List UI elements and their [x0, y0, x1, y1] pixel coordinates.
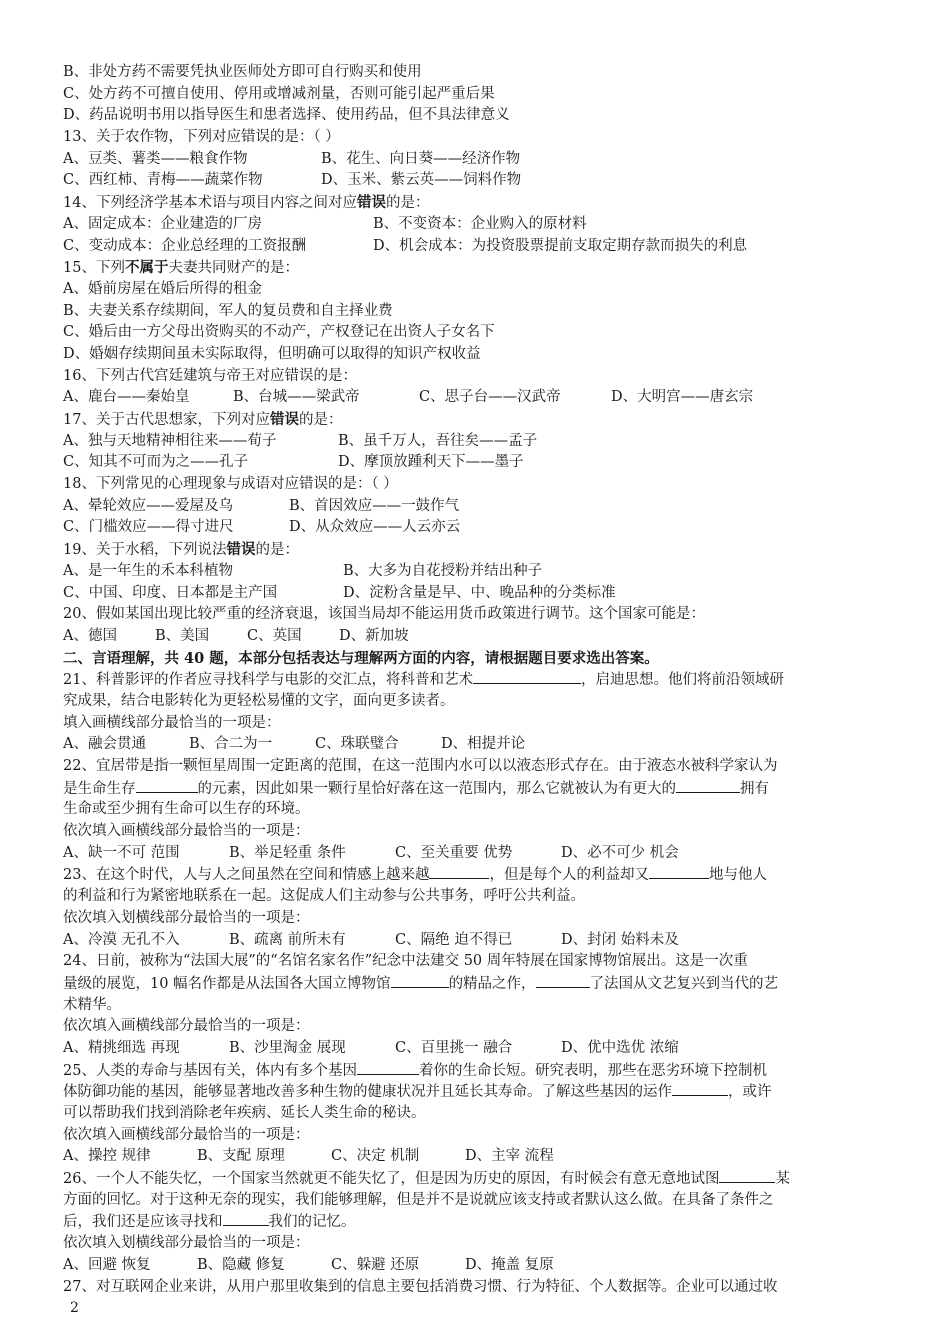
question-18: 18、下列常见的心理现象与成语对应错误的是：（ ）: [63, 476, 398, 493]
option-d: D、机会成本：为投资股票提前支取定期存款而损失的利息: [373, 237, 748, 254]
section-heading: 二、言语理解，共 40 题，本部分包括表达与理解两方面的内容，请根据题目要求选出答案。: [63, 649, 659, 667]
question-25: [63, 1060, 888, 1082]
question-19: [63, 539, 888, 561]
question-text: [63, 973, 888, 995]
options-row: [63, 734, 888, 756]
question-text: 的是：: [298, 412, 343, 428]
question-22: 22、宜居带是指一颗恒星周围一定距离的范围，在这一范围内水可以以液态形式存在。由于液态水被科学家认为: [63, 758, 778, 774]
option-a: A、固定成本：企业建造的厂房: [63, 215, 262, 232]
question-text: 生命或至少拥有生命可以生存的环境。: [63, 801, 310, 818]
emphasis-text: 错误: [226, 541, 256, 559]
option-b: B、疏离 前所未有: [229, 931, 346, 948]
option-d: D、掩盖 复原: [465, 1256, 554, 1273]
blank-line: [391, 973, 449, 988]
question-text: ，启迪思想。他们将前沿领域研: [580, 672, 784, 689]
question-text: 15、下列: [63, 260, 125, 277]
option-b: B、隐藏 修复: [197, 1256, 285, 1273]
question-15: [63, 257, 888, 279]
blank-line: [136, 778, 198, 793]
options-row: [63, 149, 888, 171]
document-body: [63, 62, 888, 1298]
option-b: B、台城——梁武帝: [233, 389, 360, 406]
question-text: 14、下列经济学基本术语与项目内容之间对应: [63, 195, 357, 212]
option-a: A、缺一不可 范围: [63, 844, 180, 861]
question-13: 13、关于农作物，下列对应错误的是：（ ）: [63, 129, 340, 146]
question-text: 量级的展览，10 幅名作都是从法国各大国立博物馆: [63, 975, 391, 992]
option-a: A、独与天地精神相往来——荀子: [63, 432, 277, 449]
options-row: [63, 1146, 888, 1168]
option-a: A、德国: [63, 627, 117, 644]
question-text: ，或许: [728, 1084, 772, 1101]
question-text: 后，我们还是应该寻找和: [63, 1214, 223, 1231]
option-b: B、虽千万人，吾往矣——孟子: [338, 432, 538, 449]
options-row: [63, 626, 888, 648]
question-text: 体防御功能的基因，能够显著地改善多种生物的健康状况并且延长其寿命。了解这些基因的运作: [63, 1084, 672, 1101]
page-number: 2: [70, 1300, 79, 1316]
instruction: 依次填入画横线部分最恰当的一项是：: [63, 1126, 310, 1143]
instruction: 依次填入划横线部分最恰当的一项是：: [63, 909, 310, 926]
option-d: D、主宰 流程: [465, 1148, 554, 1165]
option-c: C、隔绝 迫不得已: [395, 931, 513, 948]
option-b: B、沙里淘金 展现: [229, 1039, 346, 1056]
option-line: B、夫妻关系存续期间，军人的复员费和自主择业费: [63, 302, 393, 319]
question-14: [63, 192, 888, 214]
question-24: 24、日前，被称为“法国大展”的“名馆名家名作”纪念中法建交 50 周年特展在国家博物馆展出。这是一次重: [63, 953, 748, 970]
option-a: A、冷漠 无孔不入: [63, 931, 180, 948]
emphasis-text: 错误: [269, 411, 299, 428]
question-16: 16、下列古代宫廷建筑与帝王对应错误的是：: [63, 367, 357, 384]
option-c: C、变动成本：企业总经理的工资报酬: [63, 237, 307, 254]
option-c: C、中国、印度、日本都是主产国: [63, 584, 278, 601]
option-c: C、门槛效应——得寸进尺: [63, 519, 234, 536]
question-20: 20、假如某国出现比较严重的经济衰退，该国当局却不能运用货币政策进行调节。这个国家可能是：: [63, 606, 705, 623]
options-row: [63, 930, 888, 952]
option-a: A、鹿台——秦始皇: [63, 389, 190, 406]
option-a: A、豆类、薯类——粮食作物: [63, 150, 248, 167]
blank-line: [672, 1081, 728, 1096]
question-text: 25、人类的寿命与基因有关，体内有多个基因: [63, 1062, 357, 1079]
question-text: [63, 778, 888, 800]
question-23: [63, 864, 888, 886]
option-d: D、玉米、紫云英——饲料作物: [321, 172, 522, 189]
option-c: C、躲避 还原: [331, 1256, 420, 1273]
question-text: 21、科普影评的作者应寻找科学与电影的交汇点，将科普和艺术: [63, 672, 473, 689]
question-text: [63, 1211, 888, 1233]
option-d: D、相提并论: [441, 736, 526, 753]
instruction: 依次填入画横线部分最恰当的一项是：: [63, 823, 310, 840]
question-text: 拥有: [740, 780, 769, 797]
instruction: 依次填入画横线部分最恰当的一项是：: [63, 1018, 310, 1035]
question-26: [63, 1168, 888, 1190]
option-b: B、美国: [155, 627, 210, 644]
option-a: A、回避 恢复: [63, 1256, 151, 1273]
options-row: [63, 496, 888, 518]
instruction: 依次填入划横线部分最恰当的一项是：: [63, 1235, 310, 1252]
question-text: 方面的回忆。对于这种无奈的现实，我们能够理解，但是并不是说就应该支持或者默认这么做。在具备了条件之: [63, 1191, 774, 1208]
question-text: 我们的记忆。: [268, 1214, 356, 1231]
question-21: [63, 669, 888, 691]
option-b: B、首因效应——一鼓作气: [289, 497, 460, 514]
question-text: 某: [775, 1171, 790, 1188]
blank-line: [649, 864, 709, 879]
question-text: 23、在这个时代，人与人之间虽然在空间和情感上越来越: [63, 867, 430, 884]
question-27: 27、对互联网企业来讲，从用户那里收集到的信息主要包括消费习惯、行为特征、个人数据等。企业可以通过收: [63, 1278, 778, 1295]
option-c: C、思子台——汉武帝: [419, 389, 561, 406]
option-b: B、合二为一: [189, 736, 273, 753]
options-row: [63, 561, 888, 583]
question-text: 究成果，结合电影转化为更轻松易懂的文字，面向更多读者。: [63, 692, 455, 709]
option-a: A、操控 规律: [63, 1148, 151, 1165]
emphasis-text: 不属于: [124, 259, 169, 277]
question-text: 的精品之作，: [448, 975, 536, 992]
option-line: A、婚前房屋在婚后所得的租金: [63, 280, 262, 297]
option-c: C、知其不可而为之——孔子: [63, 454, 249, 471]
options-row: [63, 452, 888, 474]
option-d: D、摩顶放踵利天下——墨子: [338, 454, 524, 471]
blank-line: [473, 669, 581, 684]
option-a: A、精挑细选 再现: [63, 1039, 180, 1056]
options-row: [63, 517, 888, 539]
question-text: 可以帮助我们找到消除老年疾病、延长人类生命的秘诀。: [63, 1105, 426, 1121]
instruction: 填入画横线部分最恰当的一项是：: [63, 714, 281, 731]
option-c: C、珠联璧合: [315, 736, 399, 753]
question-text: 了法国从文艺复兴到当代的艺: [589, 975, 779, 992]
option-line: D、婚姻存续期间虽未实际取得，但明确可以取得的知识产权收益: [63, 345, 481, 362]
option-a: A、融会贯通: [63, 736, 146, 753]
blank-line: [357, 1060, 419, 1075]
question-text: 着你的生命长短。研究表明，那些在恶劣环境下控制机: [418, 1062, 767, 1079]
option-c: C、至关重要 优势: [395, 844, 513, 861]
question-17: [63, 409, 888, 431]
blank-line: [719, 1168, 775, 1183]
option-line: B、非处方药不需要凭执业医师处方即可自行购买和使用: [63, 64, 422, 80]
option-c: C、西红柿、青梅——蔬菜作物: [63, 172, 263, 189]
question-text: 的利益和行为紧密地联系在一起。这促成人们主动参与公共事务，呼吁公共利益。: [63, 888, 585, 905]
question-text: 夫妻共同财产的是：: [168, 260, 299, 277]
option-b: B、大多为自花授粉并结出种子: [343, 562, 543, 579]
question-text: 17、关于古代思想家，下列对应: [63, 412, 270, 428]
blank-line: [429, 864, 489, 879]
options-row: [63, 387, 888, 409]
option-b: B、不变资本：企业购入的原材料: [373, 215, 587, 232]
question-text: [63, 1081, 888, 1103]
option-b: B、支配 原理: [197, 1148, 285, 1165]
option-line: C、处方药不可擅自使用、停用或增减剂量，否则可能引起严重后果: [63, 85, 495, 102]
question-text: 19、关于水稻，下列说法: [63, 542, 227, 559]
option-d: D、从众效应——人云亦云: [289, 519, 461, 536]
option-d: D、封闭 始料未及: [561, 931, 679, 948]
question-text: 是生命生存: [63, 780, 136, 797]
options-row: [63, 1255, 888, 1277]
option-d: D、优中选优 浓缩: [561, 1039, 679, 1056]
blank-line: [676, 778, 740, 793]
option-b: B、举足轻重 条件: [229, 844, 346, 861]
question-text: 地与他人: [708, 867, 767, 884]
option-a: A、晕轮效应——爱屋及乌: [63, 497, 233, 514]
question-text: 26、一个人不能失忆，一个国家当然就更不能失忆了，但是因为历史的原因，有时候会有意无意地试图: [63, 1171, 720, 1188]
option-d: D、淀粉含量是早、中、晚品种的分类标准: [343, 584, 616, 601]
option-c: C、百里挑一 融合: [395, 1039, 513, 1056]
options-row: [63, 170, 888, 192]
option-c: C、英国: [247, 627, 302, 644]
options-row: [63, 236, 888, 258]
options-row: [63, 583, 888, 605]
option-a: A、是一年生的禾本科植物: [63, 562, 233, 579]
option-c: C、决定 机制: [331, 1148, 420, 1165]
option-line: D、药品说明书用以指导医生和患者选择、使用药品，但不具法律意义: [63, 107, 510, 124]
question-text: ，但是每个人的利益却又: [489, 867, 649, 884]
question-text: 的是：: [255, 542, 299, 559]
option-b: B、花生、向日葵——经济作物: [321, 150, 521, 167]
options-row: [63, 214, 888, 236]
options-row: [63, 843, 888, 865]
option-d: D、必不可少 机会: [561, 844, 679, 861]
option-line: C、婚后由一方父母出资购买的不动产，产权登记在出资人子女名下: [63, 324, 495, 341]
blank-line: [223, 1211, 269, 1226]
question-text: 的是：: [385, 195, 430, 212]
option-d: D、新加坡: [339, 627, 409, 644]
options-row: [63, 431, 888, 453]
question-text: 术精华。: [63, 996, 121, 1013]
question-text: 的元素，因此如果一颗行星恰好落在这一范围内，那么它就被认为有更大的: [197, 780, 676, 797]
emphasis-text: 错误: [356, 194, 386, 212]
blank-line: [536, 973, 590, 988]
option-d: D、大明宫——唐玄宗: [611, 389, 754, 406]
options-row: [63, 1038, 888, 1060]
